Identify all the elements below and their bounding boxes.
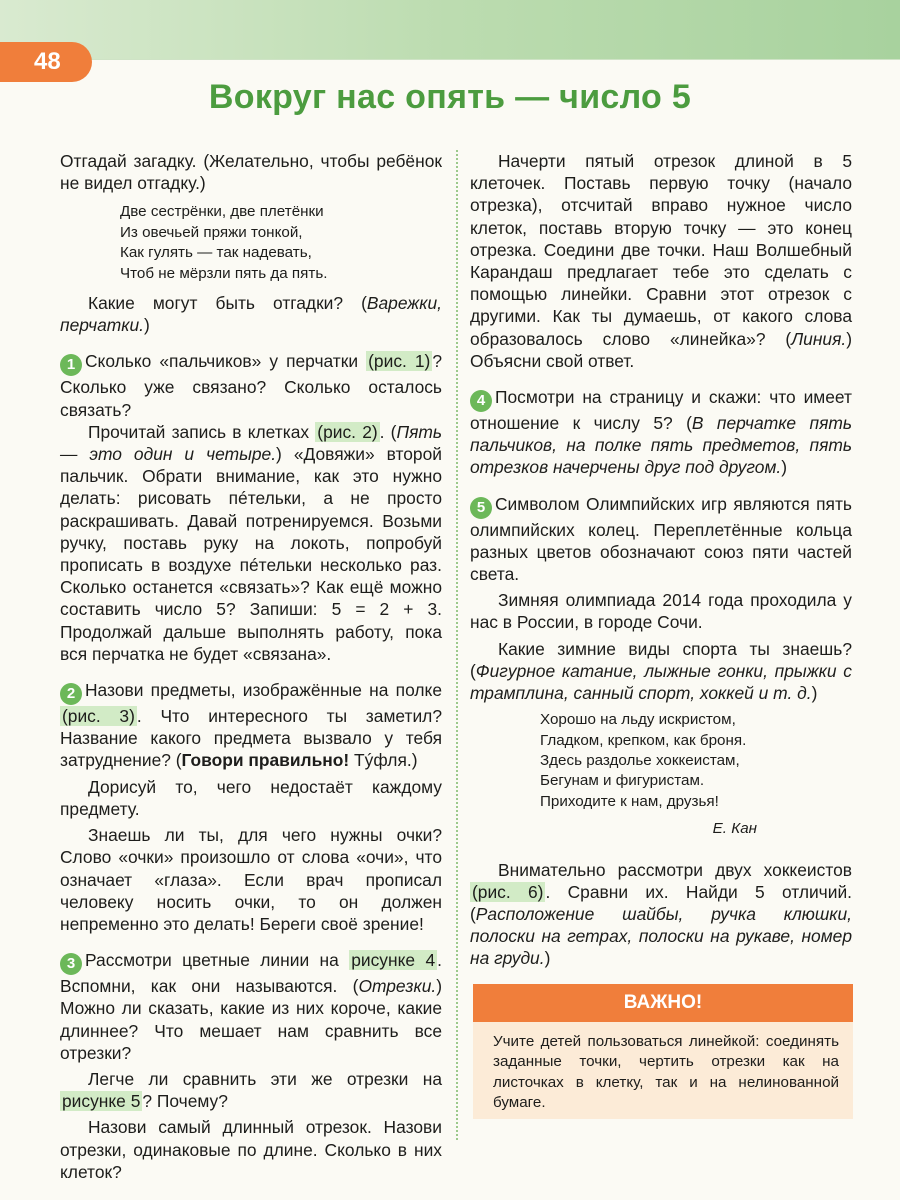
poem-line: Хорошо на льду искристом, bbox=[540, 711, 736, 729]
poem-line: Как гулять — так надевать, bbox=[120, 244, 312, 262]
segment-text: Начерти пятый отрезок длиной в 5 клеточек. Поставь первую точку (начало отрезка), отсчитай вправо нужное число клеток, поставь вторую точку — это конец отрезка. Соедини две точки. Наш Волшебный Карандаш предлагает тебе это сделать с помощью линейки. Сравни этот отрезок с другими. Как ты думаешь, от какого слова образовалось слово «линейка»? (Линия.) Объясни свой ответ. bbox=[470, 151, 852, 371]
hockey-players-text: Внимательно рассмотри двух хоккеистов (рис. 6) . Сравни их. Найди 5 отличий. (Расположение шайбы, ручка клюшки, полоски на гетрах, полоски на рукаве, номер на груди.) bbox=[470, 859, 852, 969]
task-number-badge: 5 bbox=[470, 497, 492, 519]
task-4: 4 Посмотри на страницу и скажи: что имеет отношение к числу 5? (В перчатке пять пальчиков, на полке пять предметов, пять отрезков начерчены друг под другом.) bbox=[470, 387, 852, 478]
winter-sports-text: Какие зимние виды спорта ты знаешь? (Фигурное катание, лыжные гонки, прыжки с трамплина, санный спорт, хоккей и т. д.) bbox=[470, 638, 852, 704]
figure-ref: (рис. 2) bbox=[317, 421, 378, 442]
important-box bbox=[473, 984, 853, 1119]
olympics-text: Зимняя олимпиада 2014 года проходила у нас в России, в городе Сочи. bbox=[470, 590, 852, 633]
task-2: 2 Назови предметы, изображённые на полке (рис. 3) . Что интересного ты заметил? Название какого предмета вызвало у тебя затруднение? (Говори правильно! Тýфля.) bbox=[60, 680, 442, 771]
poem-author: Е. Кан bbox=[712, 820, 757, 838]
task-3: 3 Рассмотри цветные линии на рисунке 4 . Вспомни, как они называются. (Отрезки.) Можно ли сказать, какие из них короче, какие длиннее? Что мешает нам сравнить все отрезки? bbox=[60, 950, 442, 1063]
poem-line: Приходите к нам, друзья! bbox=[540, 792, 719, 810]
poem-line: Гладком, крепком, как броня. bbox=[540, 731, 747, 749]
riddle-poem bbox=[120, 202, 442, 284]
task-number-badge: 1 bbox=[60, 354, 82, 376]
task-number-badge: 2 bbox=[60, 683, 82, 705]
page-title: Вокруг нас опять — число 5 bbox=[208, 78, 692, 116]
right-column bbox=[470, 150, 852, 970]
figure-ref: (рис. 3) bbox=[62, 706, 135, 727]
intro-text: Отгадай загадку. (Желательно, чтобы ребёнок не видел отгадку.) bbox=[60, 151, 442, 194]
poem-line: Две сестрёнки, две плетёнки bbox=[120, 203, 324, 221]
task-1: 1 Сколько «пальчиков» у перчатки (рис. 1) ? Сколько уже связано? Сколько осталось связать? bbox=[60, 351, 443, 420]
task-2-text: Дорисуй то, чего недостаёт каждому предмету. bbox=[60, 776, 442, 819]
glasses-text: Знаешь ли ты, для чего нужны очки? Слово «очки» произошло от слова «очи», что означает «глаза». Если врач прописал человеку носить очки, то он должен непременно это делать! Береги своё зрение! bbox=[60, 825, 442, 934]
page-number: 48 bbox=[0, 42, 92, 82]
important-text: Учите детей пользоваться линейкой: соединять заданные точки, чертить отрезки как на листочках в клетку, так и на нелинованной бумаге. bbox=[493, 1033, 839, 1112]
figure-ref: (рис. 6) bbox=[472, 881, 544, 902]
task-number-badge: 4 bbox=[470, 390, 492, 412]
task-1-text: Прочитай запись в клетках (рис. 2) . (Пять — это один и четыре.) «Довяжи» второй пальчик. Обрати внимание, как это нужно делать: рисовать пéтельки, а не просто раскрашивать. Давай потренируемся. Возьми ручку, поставь руку на локоть, попробуй прописать в воздухе пéтельки несколько раз. Сколько останется «связать»? Как ещё можно составить число 5? Запиши: 5 = 2 + 3. Продолжай дальше выполнять работу, пока вся перчатка не будет «связана». bbox=[60, 421, 442, 664]
left-column bbox=[60, 150, 442, 1183]
figure-ref: (рис. 1) bbox=[368, 351, 431, 372]
task-5: 5 Символом Олимпийских игр являются пять олимпийских колец. Переплетённые кольца разных цветов обозначают союз пяти частей света. bbox=[470, 493, 852, 585]
task-3-text: Легче ли сравнить эти же отрезки на рисунке 5 ? Почему? bbox=[62, 1068, 442, 1112]
task-number-badge: 3 bbox=[60, 953, 82, 975]
figure-ref: рисунке 5 bbox=[62, 1091, 141, 1112]
riddle-answers: Какие могут быть отгадки? (Варежки, перчатки.) bbox=[60, 293, 442, 336]
column-divider bbox=[456, 150, 458, 1140]
top-decorative-band bbox=[0, 0, 900, 60]
hockey-poem bbox=[540, 710, 852, 812]
poem-line: Бегунам и фигуристам. bbox=[540, 772, 705, 790]
important-heading: ВАЖНО! bbox=[473, 984, 853, 1022]
task-3-question: Назови самый длинный отрезок. Назови отрезки, одинаковые по длине. Сколько в них клеток? bbox=[60, 1117, 442, 1182]
figure-ref: рисунке 4 bbox=[351, 950, 436, 971]
poem-line: Здесь раздолье хоккеистам, bbox=[540, 752, 740, 770]
poem-line: Чтоб не мёрзли пять да пять. bbox=[120, 264, 328, 282]
poem-line: Из овечьей пряжи тонкой, bbox=[120, 223, 303, 241]
